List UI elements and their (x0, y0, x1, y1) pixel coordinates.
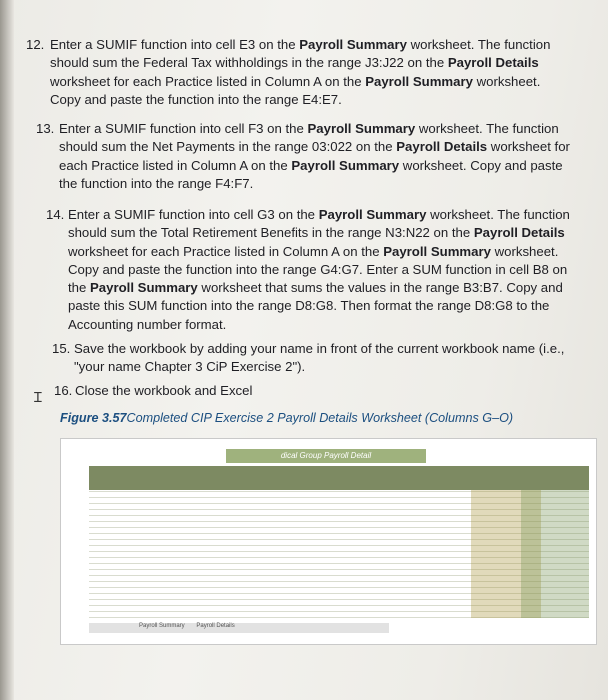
item-number: 13. (36, 121, 55, 136)
figure-column-shading (521, 490, 589, 618)
spreadsheet-figure (60, 438, 597, 645)
figure-header-row (89, 466, 589, 490)
text-run: worksheet. Copy and paste the function into the range F4:F7. (59, 157, 563, 191)
instruction-15 (52, 340, 572, 377)
text-run: Enter a SUMIF function into cell E3 on the (50, 37, 300, 52)
bold-term: Payroll Summary (299, 37, 407, 52)
bold-term: Payroll Summary (318, 207, 427, 222)
figure-number: Figure 3.57 (60, 411, 127, 425)
figure-caption (60, 411, 513, 425)
bold-term: Payroll Summary (365, 73, 473, 89)
tab-payroll-details: Payroll Details (196, 623, 235, 629)
instruction-16 (54, 382, 554, 400)
bold-term: Payroll Details (396, 139, 488, 155)
text-run: Save the workbook by adding your name in front of the current workbook name (i.e., "your name Chapter 3 CiP Exercise 2"). (74, 341, 565, 375)
figure-caption-text: Completed CIP Exercise 2 Payroll Details Worksheet (Columns G–O) (126, 411, 514, 425)
page-edge-shadow (0, 0, 14, 700)
item-text (50, 36, 566, 109)
instruction-13 (36, 120, 576, 193)
item-number: 15. (52, 341, 71, 356)
bold-term: Payroll Details (447, 55, 539, 71)
item-number: 16. (54, 383, 73, 398)
bold-term: Payroll Summary (90, 280, 198, 296)
item-number: 12. (26, 37, 45, 52)
item-text (74, 340, 572, 377)
tab-payroll-summary: Payroll Summary (139, 623, 185, 629)
text-run: worksheet. The function should sum the Net Payments in the range 03:022 on the (59, 121, 559, 155)
text-run: worksheet. Copy and paste the function into the range G4:G7. Enter a SUM function in cell B8 on the (68, 243, 568, 296)
item-text (59, 120, 576, 193)
instruction-12 (26, 36, 566, 109)
instruction-14 (46, 206, 582, 334)
text-run: worksheet. Copy and paste the function into the range E4:E7. (50, 73, 541, 107)
text-run: Enter a SUMIF function into cell G3 on the (68, 207, 319, 222)
text-run: worksheet. The function should sum the Federal Tax withholdings in the range J3:J22 on the (50, 37, 551, 71)
bold-term: Payroll Summary (307, 121, 416, 136)
text-cursor-icon: Ɪ (34, 389, 42, 405)
text-run: Enter a SUMIF function into cell F3 on the (59, 121, 308, 136)
bold-term: Payroll Summary (383, 243, 491, 259)
bold-term: Payroll Summary (291, 157, 400, 173)
item-number: 14. (46, 207, 65, 222)
text-run: Close the workbook and Excel (75, 383, 253, 398)
figure-sheet-title: dical Group Payroll Detail (226, 449, 426, 463)
text-run: worksheet that sums the values in the range B3:B7. Copy and paste this SUM function into the range D8:G8. Then format the range D8:G8 to the Accounting number format. (68, 280, 563, 332)
text-run: worksheet for each Practice listed in Column A on the (68, 243, 384, 259)
text-run: worksheet for each Practice listed in Column A on the (50, 73, 366, 89)
item-text (68, 206, 582, 334)
sheet-tabs (89, 623, 389, 633)
text-run: worksheet for each Practice listed in Column A on the (59, 139, 570, 173)
text-run: worksheet. The function should sum the Total Retirement Benefits in the range N3:N22 on the (68, 207, 570, 241)
item-text (75, 382, 554, 400)
bold-term: Payroll Details (473, 225, 565, 241)
